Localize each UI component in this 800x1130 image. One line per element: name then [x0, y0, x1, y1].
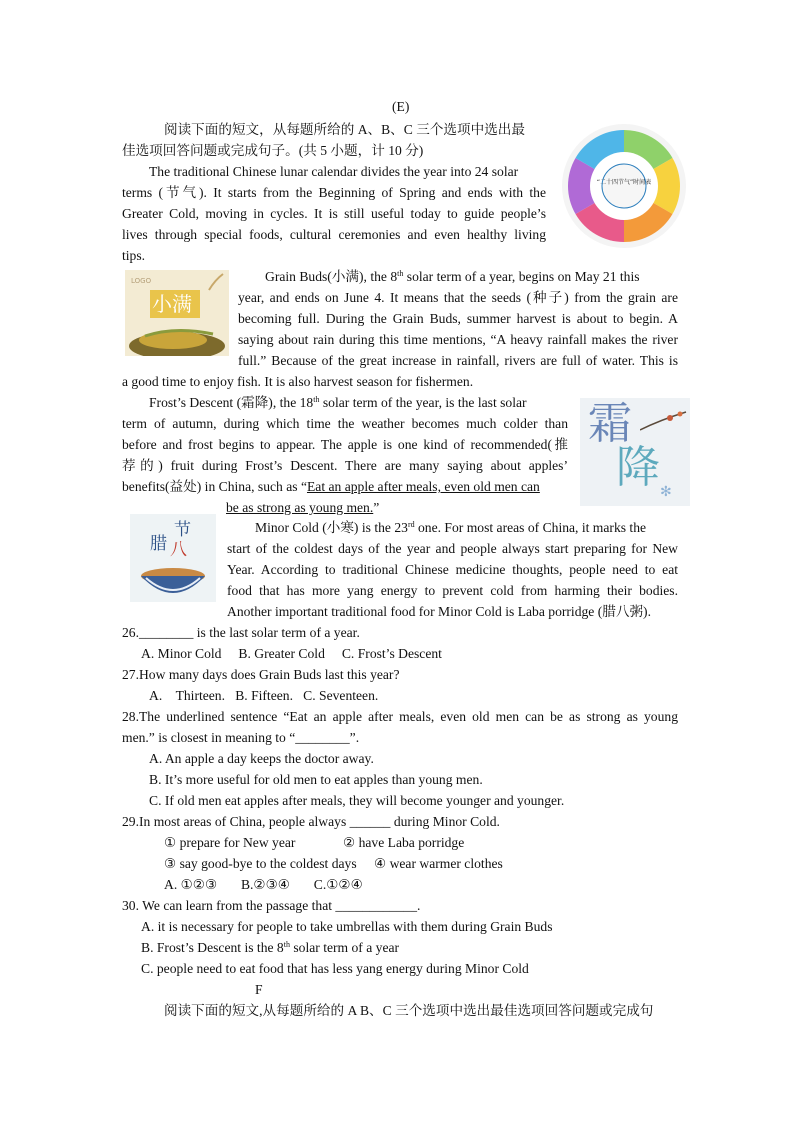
q30-option-b: B. Frost’s Descent is the 8th solar term of a year	[141, 940, 400, 955]
intro-line-3: Greater Cold, moving in cycles. It is still useful today to guide people’s	[122, 206, 546, 221]
underlined-sentence-part-2: be as strong as young men.	[226, 500, 374, 515]
q26-stem: 26.________ is the last solar term of a year.	[122, 625, 360, 640]
snowflake-icon: ✻	[660, 485, 672, 500]
grain-buds-title: 小满	[152, 292, 192, 316]
q28-option-a: A. An apple a day keeps the doctor away.	[149, 751, 374, 766]
frost-line-4: 荐的) fruit during Frost’s Descent. There are many saying about apples’	[122, 458, 568, 473]
next-section-title: F	[255, 982, 263, 997]
q27-stem: 27.How many days does Grain Buds last this year?	[122, 667, 400, 682]
q30-stem: 30. We can learn from the passage that ____________.	[122, 898, 421, 913]
laba-festival-image: 腊 节 八	[130, 514, 216, 602]
grain-buds-image	[125, 270, 229, 356]
q29-stem: 29.In most areas of China, people always ______ during Minor Cold.	[122, 814, 500, 829]
section-title: (E)	[392, 99, 410, 114]
chart-center-label: “二十四节气”时间表	[596, 179, 652, 186]
instruction-line-2: 佳选项回答问题或完成句子。(共 5 小题，计 10 分)	[122, 143, 424, 158]
q28-option-c: C. If old men eat apples after meals, they will become younger and younger.	[149, 793, 565, 808]
q28-stem-line-1: 28.The underlined sentence “Eat an apple after meals, even old men can be as strong as young	[122, 709, 678, 724]
frost-line-5: benefits(益处) in China, such as “Eat an apple after meals, even old men can	[122, 479, 540, 494]
minor-cold-line-4: food that has more yang energy to prevent cold from harming their bodies.	[227, 583, 678, 598]
next-section-instruction: 阅读下面的短文,从每题所给的 A B、C 三个选项中选出最佳选项回答问题或完成句	[164, 1003, 654, 1018]
grain-buds-line-4: saying about rain during this time mentions, “A heavy rainfall makes the river	[238, 332, 678, 347]
intro-line-2: terms (节气). It starts from the Beginning of Spring and ends with the	[122, 185, 546, 200]
grain-buds-line-2: year, and ends on June 4. It means that the seeds (种子) from the grain are	[238, 290, 678, 305]
underlined-sentence-part-1: Eat an apple after meals, even old men can	[306, 479, 540, 494]
q29-item-1: ① prepare for New year	[164, 835, 296, 850]
intro-line-4: lives through special foods, cultural ceremonies and even healthy living	[122, 227, 546, 242]
minor-cold-line-5: Another important traditional food for Minor Cold is Laba porridge (腊八粥).	[227, 604, 651, 619]
minor-cold-line-2: start of the coldest days of the year and people always start preparing for New	[227, 541, 678, 556]
q27-options: A. Thirteen. B. Fifteen. C. Seventeen.	[149, 688, 379, 703]
q29-item-3: ③ say good-bye to the coldest days	[164, 856, 357, 871]
grain-buds-line-1: Grain Buds(小满), the 8th solar term of a year, begins on May 21 this	[265, 269, 640, 284]
instruction-line-1: 阅读下面的短文，从每题所给的 A、B、C 三个选项中选出最	[164, 122, 525, 137]
frost-line-3: before and frost begins to appear. The apple is one kind of recommended(推	[122, 437, 568, 452]
frost-descent-image	[580, 398, 690, 506]
minor-cold-line-1: Minor Cold (小寒) is the 23rd one. For most areas of China, it marks the	[255, 520, 647, 535]
grain-buds-line-3: becoming full. During the Grain Buds, summer harvest is about to begin. A	[238, 311, 678, 326]
frost-line-1: Frost’s Descent (霜降), the 18th solar term of the year, is the last solar	[149, 395, 527, 410]
q28-option-b: B. It’s more useful for old men to eat apples than young men.	[149, 772, 483, 787]
q30-option-c: C. people need to eat food that has less yang energy during Minor Cold	[141, 961, 529, 976]
grain-buds-line-6: a good time to enjoy fish. It is also harvest season for fishermen.	[122, 374, 474, 389]
q30-option-a: A. it is necessary for people to take umbrellas with them during Grain Buds	[141, 919, 553, 934]
minor-cold-line-3: Year. According to traditional Chinese medicine thoughts, people need to eat	[227, 562, 678, 577]
frost-descent-title-1: 霜	[588, 398, 632, 449]
grain-buds-line-5: full.” Because of the great increase in rainfall, rivers are full of water. This is	[238, 353, 678, 368]
q29-options: A. ①②③ B.②③④ C.①②④	[164, 877, 363, 892]
solar-terms-chart-image	[560, 122, 688, 250]
frost-line-6: be as strong as young men.”	[226, 500, 380, 515]
intro-line-5: tips.	[122, 248, 146, 263]
q28-stem-line-2: men.” is closest in meaning to “________”.	[122, 730, 360, 745]
q29-item-4: ④ wear warmer clothes	[374, 856, 503, 871]
q29-item-2: ② have Laba porridge	[343, 835, 465, 850]
q26-options: A. Minor Cold B. Greater Cold C. Frost’s Descent	[141, 646, 442, 661]
grain-buds-logo: LOGO	[131, 277, 152, 285]
frost-descent-title-2: 降	[616, 442, 660, 493]
intro-line-1: The traditional Chinese lunar calendar divides the year into 24 solar	[149, 164, 519, 179]
frost-line-2: term of autumn, during which time the weather becomes much colder than	[122, 416, 568, 431]
